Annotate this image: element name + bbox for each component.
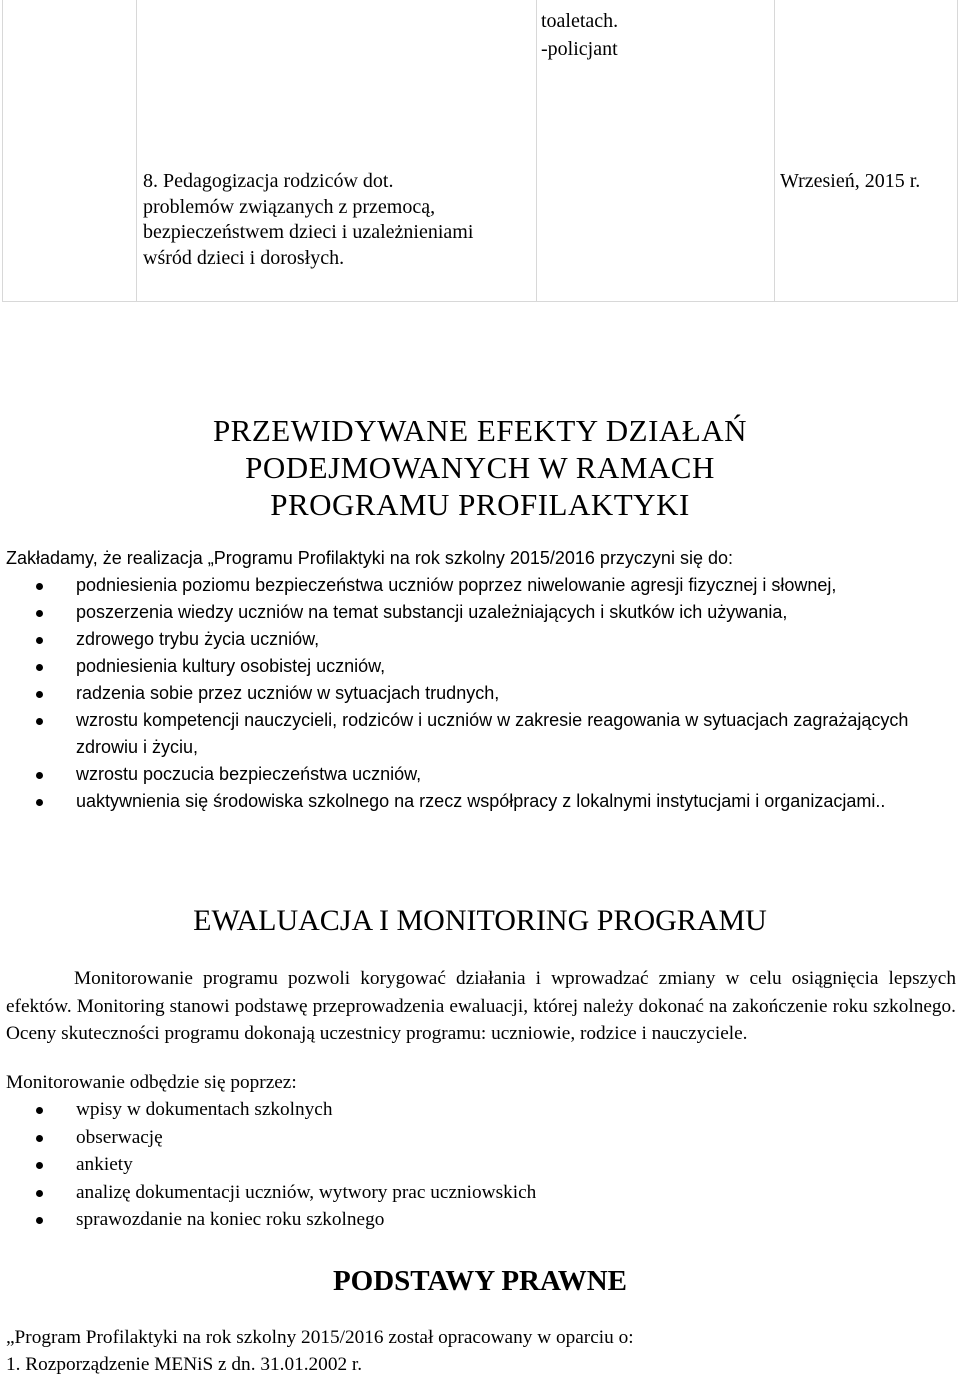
list-item xyxy=(6,1096,956,1124)
list-item-text: radzenia sobie przez uczniów w sytuacjach trudnych, xyxy=(76,683,500,703)
bullet-icon xyxy=(36,772,43,779)
monitoring-intro: Monitorowanie odbędzie się poprzez: xyxy=(6,1072,297,1093)
list-item xyxy=(6,788,956,815)
effects-list xyxy=(6,572,956,815)
table-cell-task-line-3: bezpieczeństwem dzieci i uzależnieniami xyxy=(143,221,474,243)
list-item-text: sprawozdanie na koniec roku szkolnego xyxy=(76,1209,385,1230)
list-item xyxy=(6,1179,956,1207)
bullet-icon xyxy=(36,1107,43,1114)
list-item-text: wzrostu kompetencji nauczycieli, rodziców i uczniów w zakresie reagowania w sytuacjach zagrażających zdrowiu i życiu, xyxy=(76,710,909,757)
effects-intro: Zakładamy, że realizacja „Programu Profilaktyki na rok szkolny 2015/2016 przyczyni się do: xyxy=(6,548,733,568)
bullet-icon xyxy=(36,637,43,644)
effects-heading-line-2: PODEJMOWANYCH W RAMACH xyxy=(245,450,715,485)
table-divider-2 xyxy=(536,0,537,302)
list-item-text: poszerzenia wiedzy uczniów na temat substancji uzależniających i skutków ich używania, xyxy=(76,602,788,622)
list-item xyxy=(6,761,956,788)
table-divider-3 xyxy=(774,0,775,302)
list-item-text: obserwację xyxy=(76,1126,163,1148)
effects-heading-line-3: PROGRAMU PROFILAKTYKI xyxy=(270,487,690,522)
list-item-text: uaktywnienia się środowiska szkolnego na rzecz współpracy z lokalnymi instytucjami i organizacjami.. xyxy=(76,791,886,811)
legal-basis-line-2: 1. Rozporządzenie MENiS z dn. 31.01.2002 r. xyxy=(6,1354,363,1375)
list-item-text: wzrostu poczucia bezpieczeństwa uczniów, xyxy=(76,764,422,784)
list-item xyxy=(6,572,956,599)
list-item-text: wpisy w dokumentach szkolnych xyxy=(76,1099,333,1120)
evaluation-paragraph: Monitorowanie programu pozwoli korygować działania i wprowadzać zmiany w celu osiągnięcia lepszych efektów. Monitoring stanowi podstawę przeprowadzenia ewaluacji, której należy dokonać na zakończenie roku szkolnego. Oceny skuteczności programu dokonają uczestnicy programu: uczniowie, rodzice i nauczyciele. xyxy=(6,968,956,1044)
list-item xyxy=(6,707,956,761)
list-item-text: podniesienia kultury osobistej uczniów, xyxy=(76,656,386,676)
legal-basis xyxy=(6,1324,956,1378)
list-item xyxy=(6,1151,956,1179)
list-item-text: analizę dokumentacji uczniów, wytwory prac uczniowskich xyxy=(76,1181,537,1203)
bullet-icon xyxy=(36,1190,43,1197)
list-item xyxy=(6,1206,956,1234)
bullet-icon xyxy=(36,799,43,806)
list-item xyxy=(6,680,956,707)
effects-heading-line-1: PRZEWIDYWANE EFEKTY DZIAŁAŃ xyxy=(212,413,748,448)
list-item-text: podniesienia poziomu bezpieczeństwa uczniów poprzez niwelowanie agresji fizycznej i słownej, xyxy=(76,575,837,595)
list-item xyxy=(6,599,956,626)
list-item-text: ankiety xyxy=(76,1154,133,1175)
table-border-left xyxy=(2,0,3,302)
list-item xyxy=(6,653,956,680)
bullet-icon xyxy=(36,691,43,698)
bullet-icon xyxy=(36,610,43,617)
legal-heading: PODSTAWY PRAWNE xyxy=(332,1265,628,1297)
bullet-icon xyxy=(36,1135,43,1142)
table-border-right xyxy=(957,0,958,302)
bullet-icon xyxy=(36,1162,43,1169)
legal-basis-line-1: „Program Profilaktyki na rok szkolny 2015/2016 został opracowany w oparciu o: xyxy=(6,1327,634,1348)
list-item xyxy=(6,626,956,653)
bullet-icon xyxy=(36,664,43,671)
evaluation-heading: EWALUACJA I MONITORING PROGRAMU xyxy=(193,904,767,937)
list-item-text: zdrowego trybu życia uczniów, xyxy=(76,629,320,649)
bullet-icon xyxy=(36,583,43,590)
table-cell-task-line-4: wśród dzieci i dorosłych. xyxy=(143,247,345,269)
table-cell-task-line-2: problemów związanych z przemocą, xyxy=(143,196,436,218)
table-cell-task-line-1: 8. Pedagogizacja rodziców dot. xyxy=(143,170,394,192)
list-item xyxy=(6,1124,956,1152)
table-cell-prev-line-2: -policjant xyxy=(541,38,618,60)
table-border-bottom xyxy=(2,301,958,302)
table-cell-prev-line-1: toaletach. xyxy=(541,10,619,32)
bullet-icon xyxy=(36,718,43,725)
table-divider-1 xyxy=(136,0,137,302)
bullet-icon xyxy=(36,1217,43,1224)
table-cell-date: Wrzesień, 2015 r. xyxy=(780,170,921,192)
effects-heading xyxy=(0,412,960,523)
monitoring-list xyxy=(6,1096,956,1234)
